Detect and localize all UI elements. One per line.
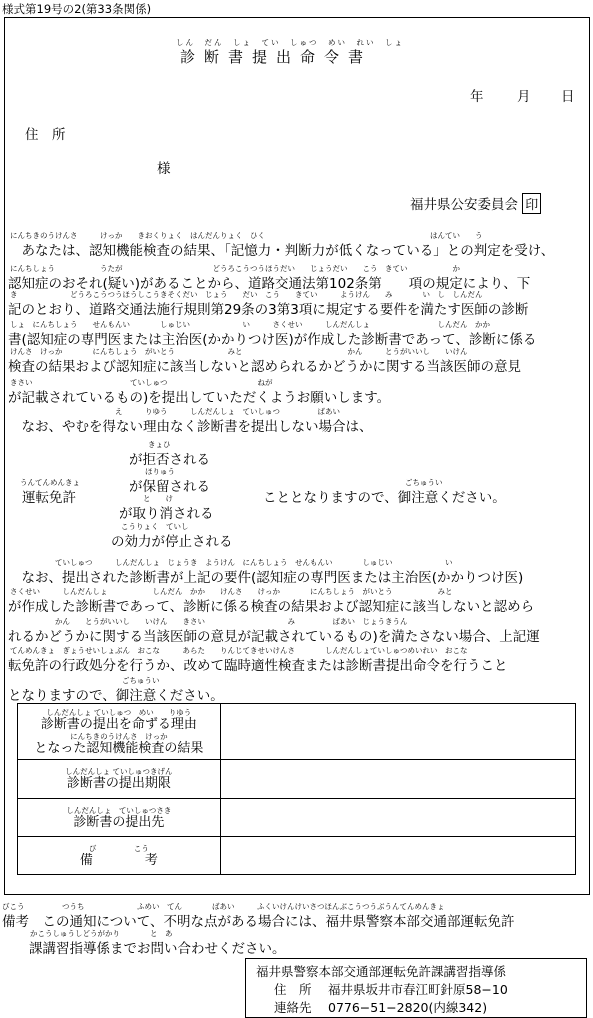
p3-l3-ruby: かん とうがいいし いけん きさい み ばあい じょうきうん [10, 617, 408, 626]
p1-l4-ruby: しょ にんちしょう せんもんい しゅじい い さくせい しんだんしょ しんだん かか [10, 320, 490, 329]
p3-l5-ruby: ごちゅうい [122, 676, 160, 685]
p1-line1: あなたは、認知機能検査の結果、「記憶力・判断力が低くなっている」との判定を受け、 [8, 243, 555, 259]
row-label-ruby: び こう [88, 843, 149, 853]
row-value-field[interactable] [220, 799, 575, 837]
issuer-name: 福井県公安委員会 [410, 197, 518, 213]
row-label [18, 704, 221, 760]
page-title: 診断書提出命令書 [180, 48, 373, 66]
requirements-table [17, 703, 576, 875]
opt4-ruby: こうりょく ていし [121, 522, 189, 531]
row-label-ruby: しんだんしょ ていしゅつきげん [65, 767, 173, 776]
row-label-line1: 備 考 [79, 852, 158, 868]
p3-line2: が作成した診断書であって、診断に係る検査の結果および認知症に該当しないと認めら [8, 599, 535, 615]
form-number: 様式第19号の2(第33条関係) [2, 2, 152, 16]
seal-stamp: 印 [522, 193, 541, 214]
row-value-field[interactable] [220, 837, 575, 875]
contact-phone-label: 連絡先 [274, 1000, 312, 1015]
row-label-line1: 診断書の提出を命ずる理由 [40, 716, 197, 732]
table-row [18, 799, 576, 837]
option-suspended-decision: が保留される [129, 479, 210, 495]
row-value-field[interactable] [220, 704, 575, 760]
p1-l2-ruby: にんちしょう うたが どうろこうつうほうだい じょうだい こう きてい か [10, 264, 460, 273]
date-day: 日 [561, 89, 575, 105]
option-stopped: の効力が停止される [111, 534, 233, 550]
p3-l1-ruby: ていしゅつ しんだんしょ じょうき ようけん にんちしょう せんもんい しゅじい い [55, 558, 453, 567]
date-month: 月 [517, 89, 531, 105]
opt1-ruby: きょひ [148, 440, 171, 449]
p1-l6-ruby: きさい ていしゅつ ねが [10, 378, 273, 387]
p3-l4-ruby: てんめんきょ ぎょうせいしょぶん おこな あらた りんじてきせいけんさ しんだんしょていしゅつめいれい おこな [10, 646, 468, 655]
note-ruby: びこう つうち ふめい てん ばあい ふくいけんけいさつほんぶこうつうぶうんてんめんきょ [2, 902, 445, 911]
contact-department: 福井県警察本部交通部運転免許課講習指導係 [256, 964, 507, 979]
issuer [410, 193, 541, 214]
option-revoked: が取り消される [119, 506, 214, 522]
consequence-ruby: ごちゅうい [405, 478, 443, 487]
address-label: 住 所 [25, 127, 66, 143]
p1-line6: が記載されているもの)を提出していただくようお願いします。 [8, 390, 391, 406]
row-label [18, 837, 221, 875]
row-value-field[interactable] [220, 760, 575, 799]
p2-line: なお、やむを得ない理由なく診断書を提出しない場合は、 [8, 419, 373, 435]
contact-address-label: 住 所 [274, 982, 312, 997]
consequence-text: こととなりますので、御注意ください。 [263, 490, 506, 506]
opt2-ruby: ほりゅう [145, 467, 175, 476]
p1-line5: 検査の結果および認知症に該当しないと認められるかどうかに関する当該医師の意見 [8, 359, 521, 375]
p3-l2-ruby: さくせい しんだんしょ しんだん かか けんさ けっか にんちしょう がいとう みと [10, 587, 453, 596]
contact-address: 福井県坂井市春江町針原58−10 [328, 982, 508, 997]
p3-line4: 転免許の行政処分を行うか、改めて臨時適性検査または診断書提出命令を行うこと [8, 658, 508, 674]
p3-line5: となりますので、御注意ください。 [8, 688, 224, 704]
table-row [18, 704, 576, 760]
table-row [18, 760, 576, 799]
recipient-sama: 様 [157, 161, 171, 177]
option-refused: が拒否される [129, 452, 210, 468]
row-label-line1: 診断書の提出期限 [66, 776, 171, 791]
row-label-ruby2: にんちきのうけんさ けっか [70, 731, 168, 741]
p1-line3: 記のとおり、道路交通法施行規則第29条の3第3項に規定する要件を満たす医師の診断 [8, 302, 529, 318]
table-row [18, 837, 576, 875]
footer-note-line2: 課講習指導係までお問い合わせください。 [2, 941, 286, 957]
p1-l3-ruby: き どうろこうつうほうしこうきそくだい じょう だい こう きてい ようけん み い し しんだん [10, 290, 483, 299]
footer-note: 備考 この通知について、不明な点がある場合には、福井県警察本部交通部運転免許 [2, 914, 515, 930]
p2-ruby: え りゆう しんだんしょ ていしゅつ ばあい [115, 407, 340, 416]
opt3-ruby: と け [143, 494, 173, 503]
p1-line2: 認知症のおそれ(疑い)があることから、道路交通法第102条第 項の規定により、下 [8, 276, 531, 292]
contact-phone: 0776−51−2820(内線342) [328, 1000, 488, 1015]
p1-l5-ruby: けんさ けっか にんちしょう がいとう みと かん とうがいいし いけん [10, 347, 468, 356]
row-label-line1: 診断書の提出先 [73, 814, 165, 830]
p3-line3: れるかどうかに関する当該医師の意見が記載されているもの)を満たさない場合、上記運 [8, 629, 540, 645]
license-label: 運転免許 [22, 490, 76, 506]
row-label [18, 760, 221, 799]
row-label [18, 799, 221, 837]
p3-line1: なお、提出された診断書が上記の要件(認知症の専門医または主治医(かかりつけ医) [8, 570, 524, 586]
license-ruby: うんてんめんきょ [20, 478, 80, 487]
date-year: 年 [470, 89, 484, 105]
p1-line4: 書(認知症の専門医または主治医(かかりつけ医)が作成した診断書であって、診断に係る [8, 332, 537, 348]
note2-ruby: かこうしゅうしどうがかり と あ [30, 929, 173, 938]
row-label-line2: となった認知機能検査の結果 [34, 740, 204, 756]
p1-l1-ruby: にんちきのうけんさ けっか きおくりょく はんだんりょく ひく はんてい う [10, 231, 483, 240]
row-label-ruby: しんだんしょ ていしゅつさき [66, 805, 172, 815]
contact-box [245, 958, 587, 1018]
title-ruby: しん だん しょ てい しゅつ めい れい しょ [176, 38, 404, 47]
row-label-ruby: しんだんしょ ていしゅつ めい りゆう [46, 707, 192, 717]
